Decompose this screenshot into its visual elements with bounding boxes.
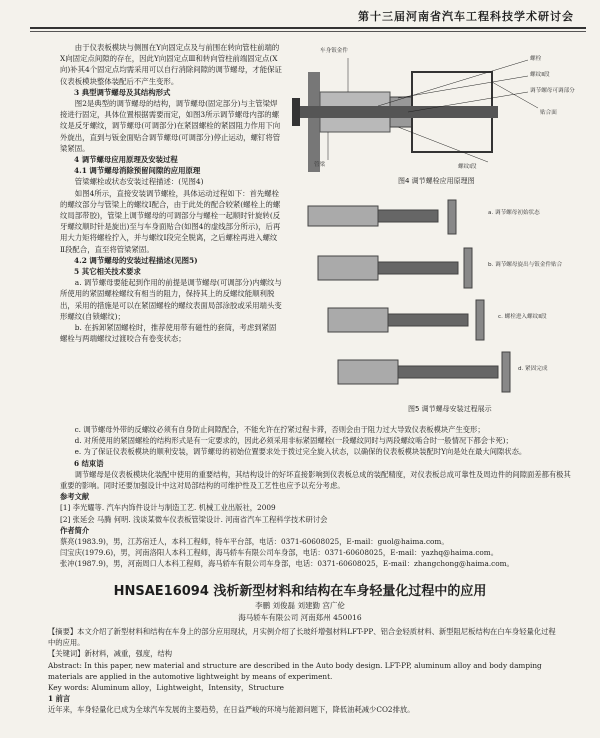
figure-4 [288,42,576,192]
stage-b [318,248,472,288]
paragraph: c. 调节螺母外带的反螺纹必须有自身防止间隙配合，不能允许在拧紧过程卡滞，否则会由于阻力过大导致仪表板模块产生变形； [74,425,485,434]
section-heading: 4.2 调节螺母的安装过程描述(见图5) [74,255,198,265]
paragraph: 闫宝庆(1979.6)，男，河南洛阳人本科工程师，海马轿车有限公司车身部，电话：0371-60608025，E-mail：yazhq@haima.com。 [60,548,499,558]
stage-a [308,200,456,234]
paragraph: 图2是典型的调节螺母的结构，调节螺母(固定部分)与主管梁焊接进行固定，具体位置根据需要而定，如图3所示调节螺母内部的螺纹是反牙螺纹，调节螺母(可调部分)在紧固螺栓的紧固阻力作用下向外旋出，直到与钣金面贴合调节螺母(可调部分)停止运动，螺钉将管梁紧固。 [60,99,281,153]
figure-4-drawing [288,42,576,182]
header-rule [30,27,586,29]
keywords-cn: 【关键词】新材料，减重，强度，结构 [48,649,173,659]
stage-c [328,300,484,340]
section-heading: 5 其它相关技术要求 [74,267,141,277]
left-column [60,42,282,344]
fig4-label-adjust: 调节螺母可调部分 [530,88,575,94]
stage-d [338,352,510,392]
fig4-label-thread1: 螺纹Ⅰ段 [458,164,477,170]
article-abstract [48,626,558,716]
intro-text: 近年来，车身轻量化已成为全球汽车发展的主要趋势，在日益严峻的环境与能源问题下，降低油耗减少CO2排放。 [48,705,415,715]
figure-5-drawing [288,196,576,406]
article-authors: 李鹏 刘俊磊 刘建勤 宫广伦 [255,601,345,610]
fig5-label-d: d. 紧固完成 [518,366,548,372]
paragraph: [1] 李光耀等. 汽车内饰件设计与制造工艺. 机械工业出版社，2009 [60,503,276,513]
full-width-text [60,424,576,570]
paragraph: d. 对所使用的紧固螺栓的结构形式是有一定要求的，因此必须采用非标紧固螺栓(一段螺纹同时与两段螺纹啮合时一般情况下都会卡死)； [74,436,513,446]
page-header [0,0,600,34]
paragraph: 调节螺母是仪表板模块化装配中使用的重要结构，其结构设计的好坏直接影响到仪表板总成的装配精度，对仪表板总成可靠性及周边件的间隙面差都有极其重要的影响。同时还要加强设计中这对局部结构的可维护性及工艺性也应予以充分考虑。 [60,469,571,491]
figure-4-caption: 图4 调节螺栓应用原理图 [398,177,475,185]
paragraph: b. 在拆卸紧固螺栓时，推荐使用带有磁性的套筒，考虑到紧固螺栓与两端螺纹过渡咬合有卷变状态； [60,323,277,344]
paragraph: [2] 张延会 马腾 何明. 浅谈某微车仪表板管梁设计. 河南省汽车工程科学技术研讨会 [60,514,328,524]
section-heading: 3 典型调节螺母及其结构形式 [74,87,171,97]
figure-5-caption: 图5 调节螺母安装过程展示 [408,405,492,413]
bolt-head [292,98,300,126]
figure-5 [288,196,576,420]
abstract-cn: 【摘要】本文介绍了新型材料和结构在车身上的部分应用现状，月实例介绍了长玻纤增强材料LFT-PP、铝合金轻质材料、新型阻尼板结构在白车身轻量化过程中的应用。 [48,627,556,648]
fig4-label-contact: 贴合面 [540,110,557,116]
article-affiliation: 海马轿车有限公司 河南郑州 450016 [238,613,362,622]
header-rule-thin [30,31,586,32]
paragraph: 管梁螺栓或状态安装过程描述：(见图4) [74,177,204,187]
section-heading: 4.1 调节螺母消除预留间隙的应用原理 [74,166,201,176]
paragraph: e. 为了保证仪表板模块的顺利安装，调节螺母的初始位置要求处于拨过完全旋入状态，以确保的仪表板模块装配时Y向是处在最大间隙状态。 [74,447,527,457]
paragraph: 张冲(1987.9)，男，河南周口人本科工程师，海马轿车有限公司车身部，电话：0371-60608025，E-mail：zhangchong@haima.com。 [60,559,514,569]
fig5-label-c: c. 螺栓进入螺纹Ⅱ段 [498,314,547,320]
section-intro: 1 前言 [48,694,71,704]
section-heading: 6 结束语 [74,458,104,468]
header-title: 第十三届河南省汽车工程科技学术研讨会 [358,10,574,23]
paragraph: a. 调节螺母要能起到作用的前提是调节螺母(可调部分)内螺纹与所使用的紧固螺栓螺纹有相当的阻力，保持其上的反螺纹能顺利脱出，采用的措施是可以在紧固螺栓的螺纹表面局部涂胶或采用端头变形螺纹(自锁螺纹)； [60,278,282,321]
fig5-label-a: a. 调节螺母初始状态 [488,210,540,216]
keywords-en: Key words: Aluminum alloy，Lightweight，Intensity，Structure [48,683,284,693]
fig4-label-thread2: 螺纹Ⅱ段 [530,72,550,78]
abstract-en: Abstract: In this paper, new material and structure are described in the Auto body design. LFT-PP, aluminum alloy and body damping materials are applied in the automotive lightweight by means of experiment. [48,660,542,681]
bolt [298,106,498,118]
paragraph: 如图4所示，直接安装调节螺栓，具体运动过程如下：首先螺栓的螺纹部分与管梁上的螺纹Ⅰ配合，由于此处的配合较紧(螺栓上的螺纹局部带胶)，管梁上调节螺母的可调部分与螺栓一起顺时针旋转(反牙螺纹顺时针是旋出)至与车身面贴合(如图4的虚线部分所示)，后再用大力矩将螺栓拧入，并与螺纹Ⅰ段完全脱离，之后螺栓再进入螺纹Ⅱ段配合，直至将管梁紧固。 [60,188,281,254]
section-heading: 作者简介 [60,525,90,535]
section-heading: 4 调节螺母应用原理及安装过程 [74,155,178,165]
fig4-label-sheet: 车身钣金件 [320,48,348,54]
fig4-label-bolt: 螺栓 [530,56,542,62]
article-title: HNSAE16094 浅析新型材料和结构在车身轻量化过程中的应用 [113,584,487,599]
fig4-label-tube: 管梁 [314,162,326,168]
paragraph: 蔡亮(1983.9)，男，江苏宿迁人，本科工程师，特车平台部，电话：0371-60608025，E-mail：guol@haima.com。 [60,537,449,547]
paragraph: 由于仪表板模块与侧围在Y向固定点及与前围在转向管柱前端的X向固定点间隙的存在，因此Y向固定点Ⅲ和转向管柱前端固定点(X向)补其4个固定点均需采用可以自行消除间隙的调节螺母，才能保证仪表板模块整体装配后不产生变形。 [60,43,282,86]
fig5-label-b: b. 调节螺母旋出与钣金件贴合 [488,262,563,268]
sheet-metal [308,72,320,172]
section-heading: 参考文献 [60,492,90,502]
